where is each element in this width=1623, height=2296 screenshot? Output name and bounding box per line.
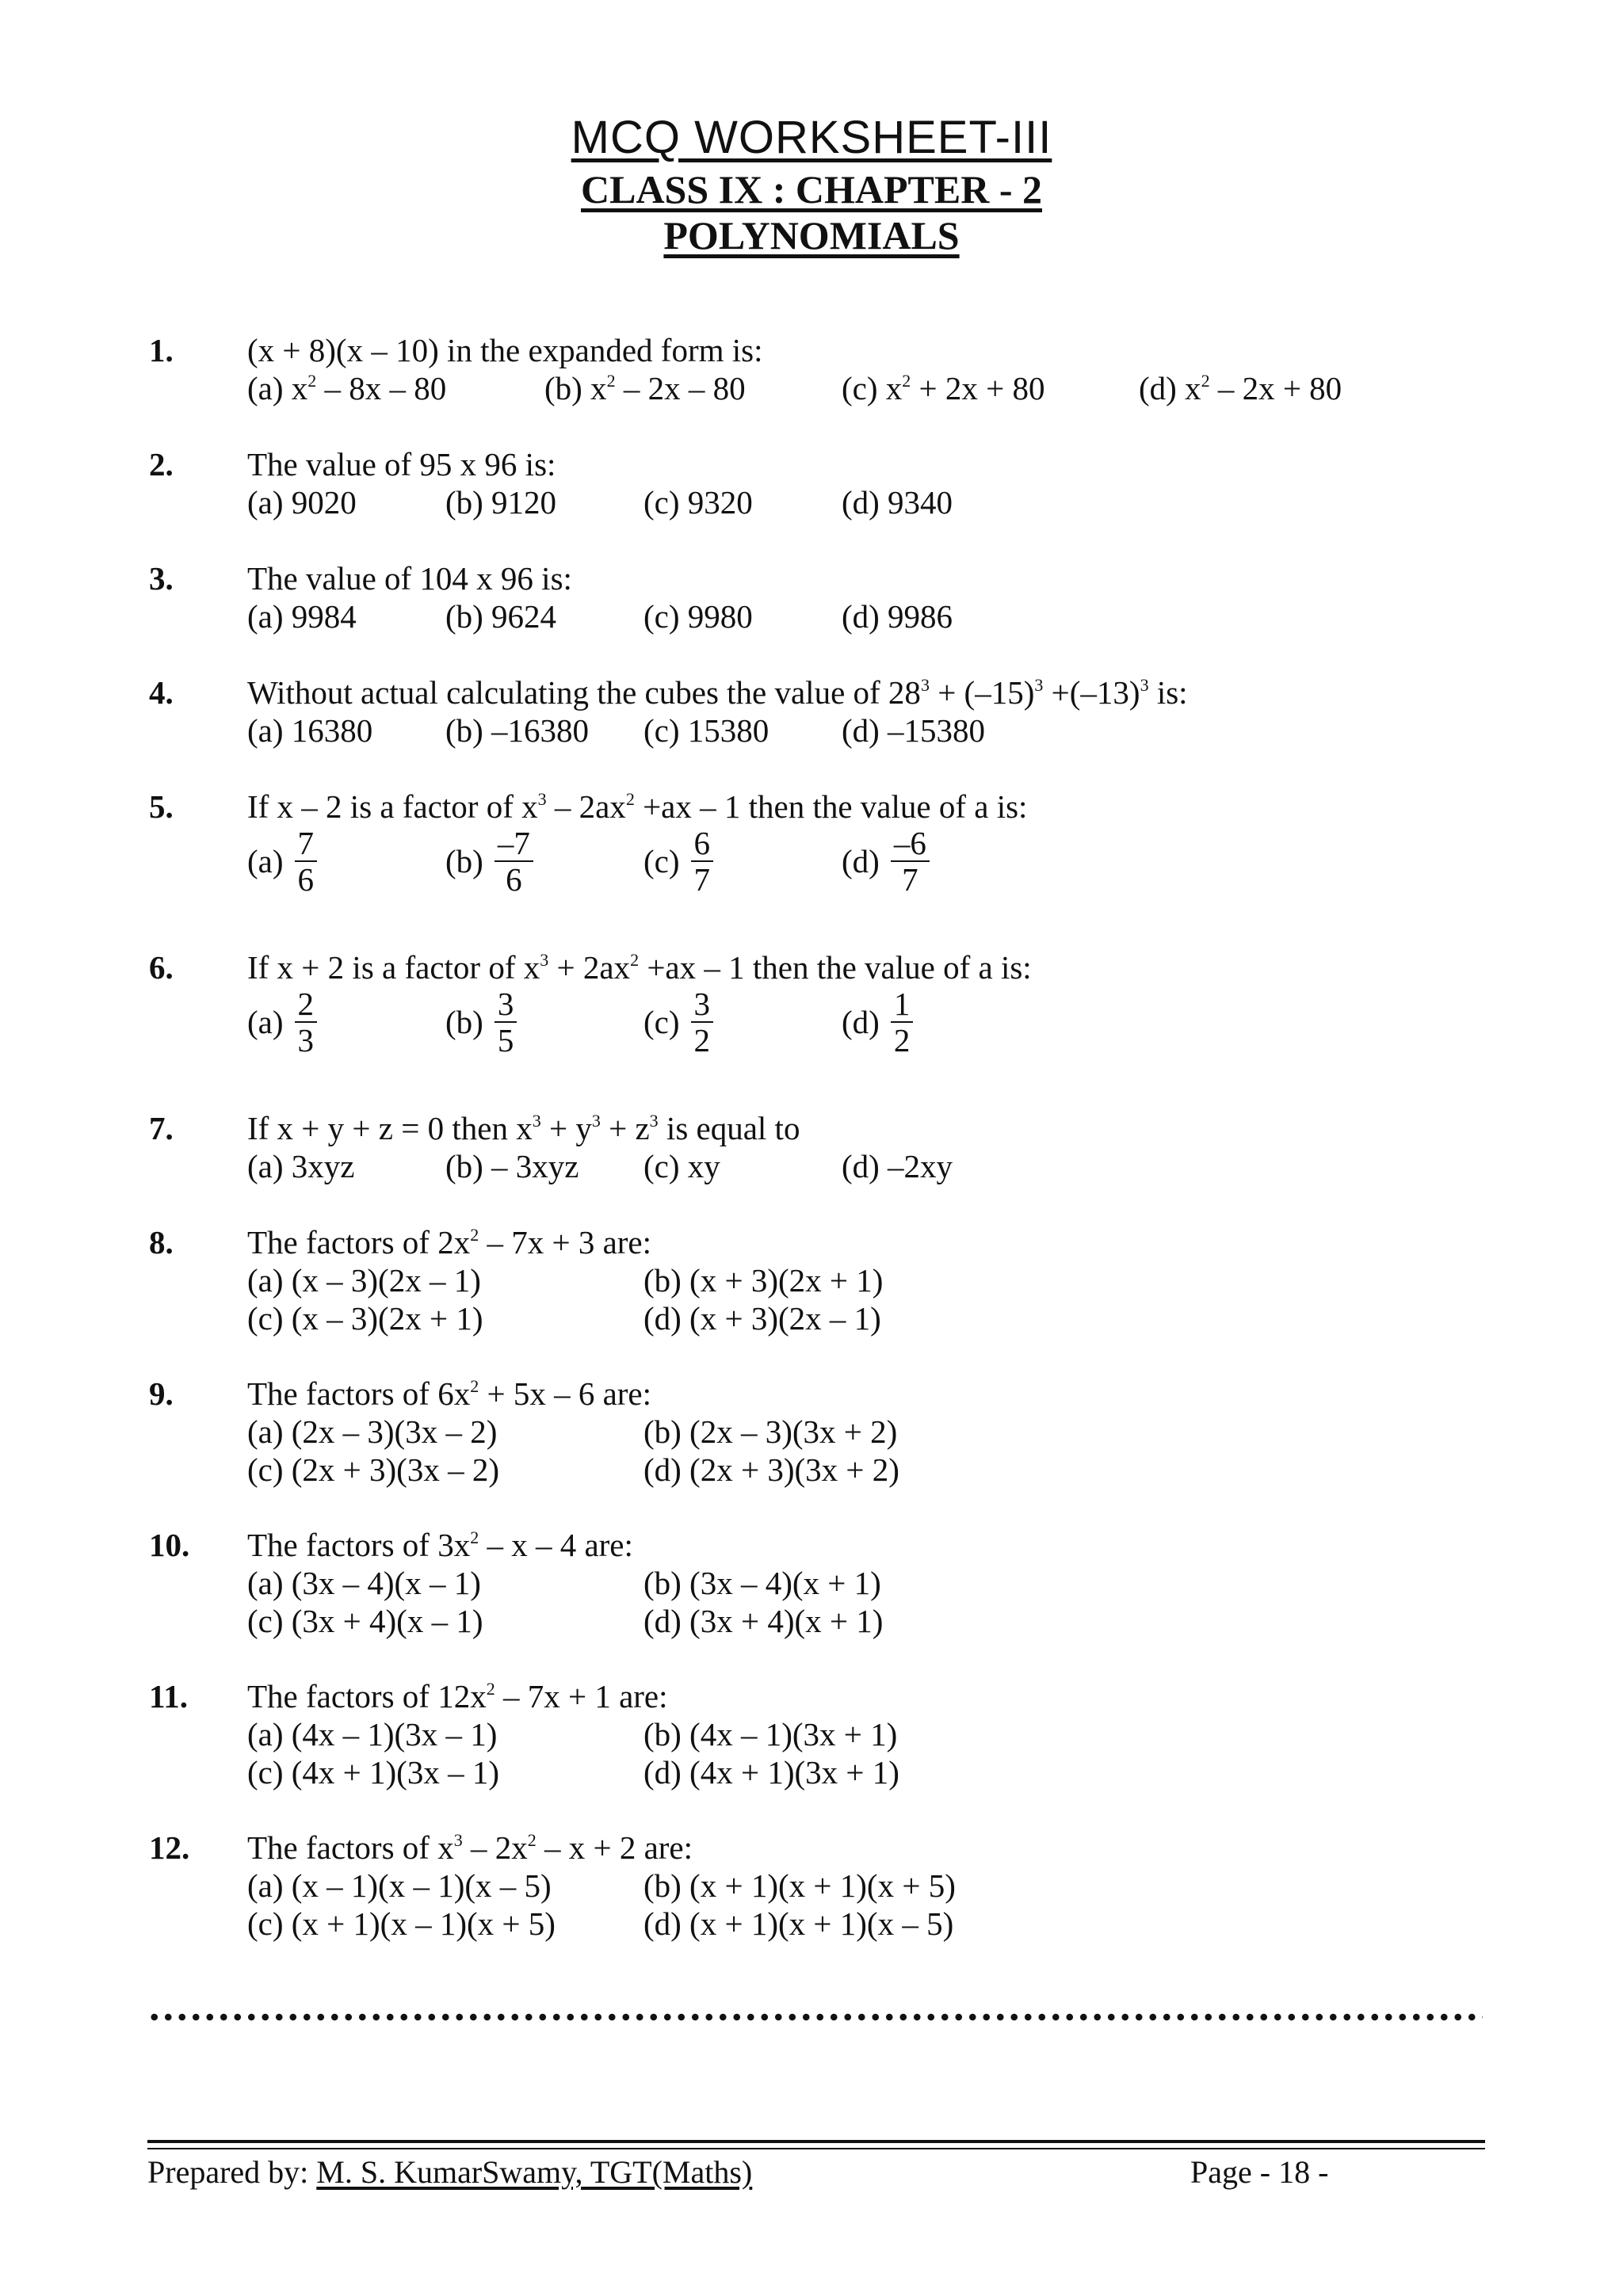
option-d: (d) (3x + 4)(x + 1) bbox=[643, 1603, 884, 1639]
option-b: (b) (x + 1)(x + 1)(x + 5) bbox=[643, 1867, 956, 1904]
fraction: $\frac{7}{6}$ bbox=[295, 826, 318, 897]
option-d: (d) –15380 bbox=[842, 712, 986, 749]
option-c: (c) $x^2 + 2x + 80$ bbox=[842, 370, 1045, 406]
dotted-separator bbox=[147, 2013, 1483, 2021]
footer-page-number: Page - 18 - bbox=[1190, 2154, 1329, 2190]
question-number: 9. bbox=[149, 1375, 174, 1412]
option-b: (b) (3x – 4)(x + 1) bbox=[643, 1565, 881, 1601]
question-text: The factors of $3x^2$ – x – 4 are: bbox=[247, 1527, 633, 1563]
question-text: The factors of $2x^2 - 7x + 3$ are: bbox=[247, 1224, 652, 1261]
option-b: (b) (x + 3)(2x + 1) bbox=[643, 1262, 884, 1299]
option-b: (b) 9120 bbox=[445, 484, 557, 521]
option-c: (c) 15380 bbox=[643, 712, 769, 749]
option-a: (a) 16380 bbox=[247, 712, 373, 749]
question-text: If x – 2 is a factor of $x^3 - 2ax^2 +ax - 1$ then the value of a is: bbox=[247, 788, 1028, 825]
question-text: If x + 2 is a factor of $x^3 + 2ax^2 +ax - 1$ then the value of a is: bbox=[247, 949, 1032, 986]
option-b: (b) 9624 bbox=[445, 598, 557, 635]
option-b: (b) (4x – 1)(3x + 1) bbox=[643, 1716, 898, 1753]
option-c: (c) (2x + 3)(3x – 2) bbox=[247, 1451, 499, 1488]
option-d: (d) $\frac{1}{2}$ bbox=[842, 986, 913, 1058]
option-d: (d) 9340 bbox=[842, 484, 953, 521]
question-number: 12. bbox=[149, 1829, 190, 1866]
question-text: The factors of $x^3 - 2x^2 - x + 2$ are: bbox=[247, 1829, 693, 1866]
option-d: (d) $\frac{-6}{7}$ bbox=[842, 826, 930, 897]
class-chapter-heading: CLASS IX : CHAPTER - 2 bbox=[580, 167, 1042, 212]
option-d: (d) –2xy bbox=[842, 1148, 953, 1184]
footer-author: M. S. KumarSwamy, TGT(Maths) bbox=[316, 2154, 753, 2190]
option-c: (c) (4x + 1)(3x – 1) bbox=[247, 1754, 499, 1791]
question-text: If x + y + z = 0 then $x^3 + y^3 + z^3$ is equal to bbox=[247, 1110, 800, 1146]
fraction: $\frac{-7}{6}$ bbox=[495, 826, 533, 897]
option-a: (a) (4x – 1)(3x – 1) bbox=[247, 1716, 498, 1753]
option-a: (a) $\frac{2}{3}$ bbox=[247, 986, 317, 1058]
option-a: (a) $\frac{7}{6}$ bbox=[247, 826, 317, 897]
option-b: (b) $\frac{-7}{6}$ bbox=[445, 826, 533, 897]
question-number: 8. bbox=[149, 1224, 174, 1261]
option-d: (d) (x + 1)(x + 1)(x – 5) bbox=[643, 1905, 954, 1942]
question-number: 4. bbox=[149, 674, 174, 711]
option-c: (c) (3x + 4)(x – 1) bbox=[247, 1603, 483, 1639]
option-a: (a) (3x – 4)(x – 1) bbox=[247, 1565, 481, 1601]
option-a: (a) (x – 3)(2x – 1) bbox=[247, 1262, 481, 1299]
question-text: The factors of $6x^2 + 5x - 6$ are: bbox=[247, 1375, 652, 1412]
option-b: (b) – 3xyz bbox=[445, 1148, 579, 1184]
chapter-name-heading: POLYNOMIALS bbox=[663, 213, 960, 257]
option-a: (a) 3xyz bbox=[247, 1148, 355, 1184]
option-a: (a) (2x – 3)(3x – 2) bbox=[247, 1413, 498, 1450]
option-b: (b) (2x – 3)(3x + 2) bbox=[643, 1413, 898, 1450]
option-d: (d) $x^2 - 2x + 80$ bbox=[1139, 370, 1342, 406]
option-a: (a) (x – 1)(x – 1)(x – 5) bbox=[247, 1867, 552, 1904]
option-c: (c) xy bbox=[643, 1148, 720, 1184]
fraction: $\frac{2}{3}$ bbox=[295, 986, 318, 1058]
question-number: 11. bbox=[149, 1678, 188, 1714]
question-number: 6. bbox=[149, 949, 174, 986]
option-c: (c) $\frac{6}{7}$ bbox=[643, 826, 713, 897]
footer-rule-thick bbox=[147, 2140, 1485, 2143]
fraction: $\frac{6}{7}$ bbox=[691, 826, 714, 897]
option-d: (d) 9986 bbox=[842, 598, 953, 635]
question-text: The factors of $12x^2 - 7x + 1$ are: bbox=[247, 1678, 668, 1714]
option-c: (c) (x – 3)(2x + 1) bbox=[247, 1300, 483, 1337]
fraction: $\frac{3}{2}$ bbox=[691, 986, 714, 1058]
worksheet-title: MCQ WORKSHEET-III bbox=[571, 112, 1052, 163]
option-a: (a) $x^2 - 8x - 80$ bbox=[247, 370, 447, 406]
question-number: 2. bbox=[149, 446, 174, 482]
option-b: (b) $x^2 - 2x - 80$ bbox=[544, 370, 746, 406]
question-number: 7. bbox=[149, 1110, 174, 1146]
footer-prepared-by: Prepared by: M. S. KumarSwamy, TGT(Maths) bbox=[147, 2154, 753, 2190]
footer-rule-thin bbox=[147, 2148, 1485, 2149]
option-c: (c) 9980 bbox=[643, 598, 753, 635]
question-number: 1. bbox=[149, 332, 174, 368]
fraction: $\frac{1}{2}$ bbox=[891, 986, 914, 1058]
question-text: Without actual calculating the cubes the value of $28^3 + (-15)^3 +(-13)^3$ is: bbox=[247, 674, 1188, 711]
option-d: (d) (x + 3)(2x – 1) bbox=[643, 1300, 881, 1337]
option-c: (c) 9320 bbox=[643, 484, 753, 521]
fraction: $\frac{3}{5}$ bbox=[495, 986, 517, 1058]
option-d: (d) (2x + 3)(3x + 2) bbox=[643, 1451, 899, 1488]
question-number: 3. bbox=[149, 560, 174, 597]
option-c: (c) (x + 1)(x – 1)(x + 5) bbox=[247, 1905, 556, 1942]
option-d: (d) (4x + 1)(3x + 1) bbox=[643, 1754, 899, 1791]
question-number: 10. bbox=[149, 1527, 190, 1563]
option-b: (b) $\frac{3}{5}$ bbox=[445, 986, 517, 1058]
question-text: The value of 95 x 96 is: bbox=[247, 446, 556, 482]
option-a: (a) 9984 bbox=[247, 598, 357, 635]
question-number: 5. bbox=[149, 788, 174, 825]
option-b: (b) –16380 bbox=[445, 712, 590, 749]
option-c: (c) $\frac{3}{2}$ bbox=[643, 986, 713, 1058]
fraction: $\frac{-6}{7}$ bbox=[891, 826, 930, 897]
question-text: (x + 8)(x – 10) in the expanded form is: bbox=[247, 332, 763, 368]
option-a: (a) 9020 bbox=[247, 484, 357, 521]
question-text: The value of 104 x 96 is: bbox=[247, 560, 572, 597]
